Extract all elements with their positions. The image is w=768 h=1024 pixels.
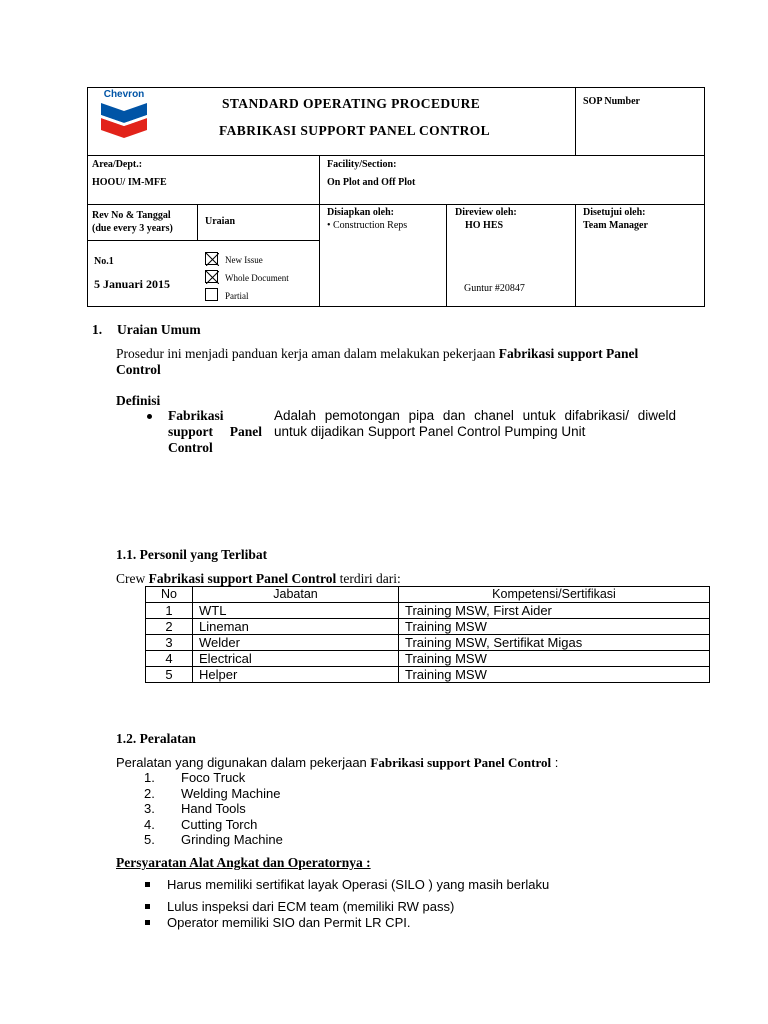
checked-x-icon [206,271,219,284]
table-row [146,667,710,683]
rev-label-due: (due every 3 years) [92,223,173,234]
checked-x-icon [206,253,219,266]
sop-header-table [0,0,768,310]
section-1-paragraph: Prosedur ini menjadi panduan kerja aman dalam melakukan pekerjaan Fabrikasi support Panel Control [116,346,639,377]
direview-value: HO HES [465,220,504,231]
uraian-label: Uraian [205,216,235,227]
rev-date: 5 Januari 2015 [94,277,171,291]
direview-signature: Guntur #20847 [464,283,525,294]
cell-jabatan: Electrical [193,651,399,667]
area-value: HOOU/ IM-MFE [92,177,167,188]
facility-value: On Plot and Off Plot [327,177,416,188]
cell-jabatan: Lineman [193,619,399,635]
square-bullet-icon [145,882,150,887]
chevron-logo-text: Chevron [103,89,145,100]
requirements-heading: Persyaratan Alat Angkat dan Operatornya : [116,855,371,870]
whole-document-checkbox[interactable] [205,270,218,283]
disetujui-value: Team Manager [583,220,648,231]
definisi-heading: Definisi [116,393,161,408]
table-row [146,651,710,667]
section-1-number: 1. [92,322,103,337]
cell-jabatan: WTL [193,603,399,619]
rev-number: No.1 [94,256,114,267]
column-header-no: No [146,587,193,603]
cell-kompetensi: Training MSW, First Aider [399,603,710,619]
cell-kompetensi: Training MSW [399,667,710,683]
document-subtitle: FABRIKASI SUPPORT PANEL CONTROL [219,123,491,138]
square-bullet-icon [145,904,150,909]
whole-document-label: Whole Document [225,273,289,283]
cell-no: 2 [146,619,193,635]
partial-label: Partial [225,291,249,301]
sop-number-label: SOP Number [583,96,640,107]
chevron-emblem-icon [101,101,147,139]
cell-jabatan: Welder [193,635,399,651]
definition-description: Adalah pemotongan pipa dan chanel untuk difabrikasi/ diweld untuk dijadikan Support Panel Control Pumping Unit [274,408,676,439]
new-issue-checkbox[interactable] [205,252,218,265]
document-title: STANDARD OPERATING PROCEDURE [222,96,481,111]
table-row [146,603,710,619]
facility-label: Facility/Section: [327,159,397,170]
section-1-1-heading: 1.1. Personil yang Terlibat [116,547,268,562]
disetujui-label: Disetujui oleh: [583,207,646,218]
table-row [146,619,710,635]
bullet-icon [147,414,152,419]
rev-label: Rev No & Tanggal [92,210,171,221]
cell-no: 5 [146,667,193,683]
personnel-table [145,586,710,683]
cell-no: 3 [146,635,193,651]
section-1-heading: Uraian Umum [117,322,201,337]
table-row [146,635,710,651]
cell-kompetensi: Training MSW, Sertifikat Migas [399,635,710,651]
partial-checkbox[interactable] [205,288,218,301]
section-1-2-heading: 1.2. Peralatan [116,731,196,746]
direview-label: Direview oleh: [455,207,517,218]
cell-jabatan: Helper [193,667,399,683]
equipment-intro: Peralatan yang digunakan dalam pekerjaan Fabrikasi support Panel Control : [116,755,559,770]
new-issue-label: New Issue [225,255,263,265]
cell-no: 4 [146,651,193,667]
chevron-logo [98,89,150,141]
definition-term: Fabrikasi support Panel Control [168,408,262,455]
column-header-jabatan: Jabatan [193,587,399,603]
column-header-kompetensi: Kompetensi/Sertifikasi [399,587,710,603]
crew-paragraph: Crew Fabrikasi support Panel Control terdiri dari: [116,571,401,586]
square-bullet-icon [145,920,150,925]
table-header-row [146,587,710,603]
area-label: Area/Dept.: [92,159,143,170]
cell-kompetensi: Training MSW [399,651,710,667]
disiapkan-value: • Construction Reps [327,220,408,231]
cell-no: 1 [146,603,193,619]
cell-kompetensi: Training MSW [399,619,710,635]
disiapkan-label: Disiapkan oleh: [327,207,394,218]
